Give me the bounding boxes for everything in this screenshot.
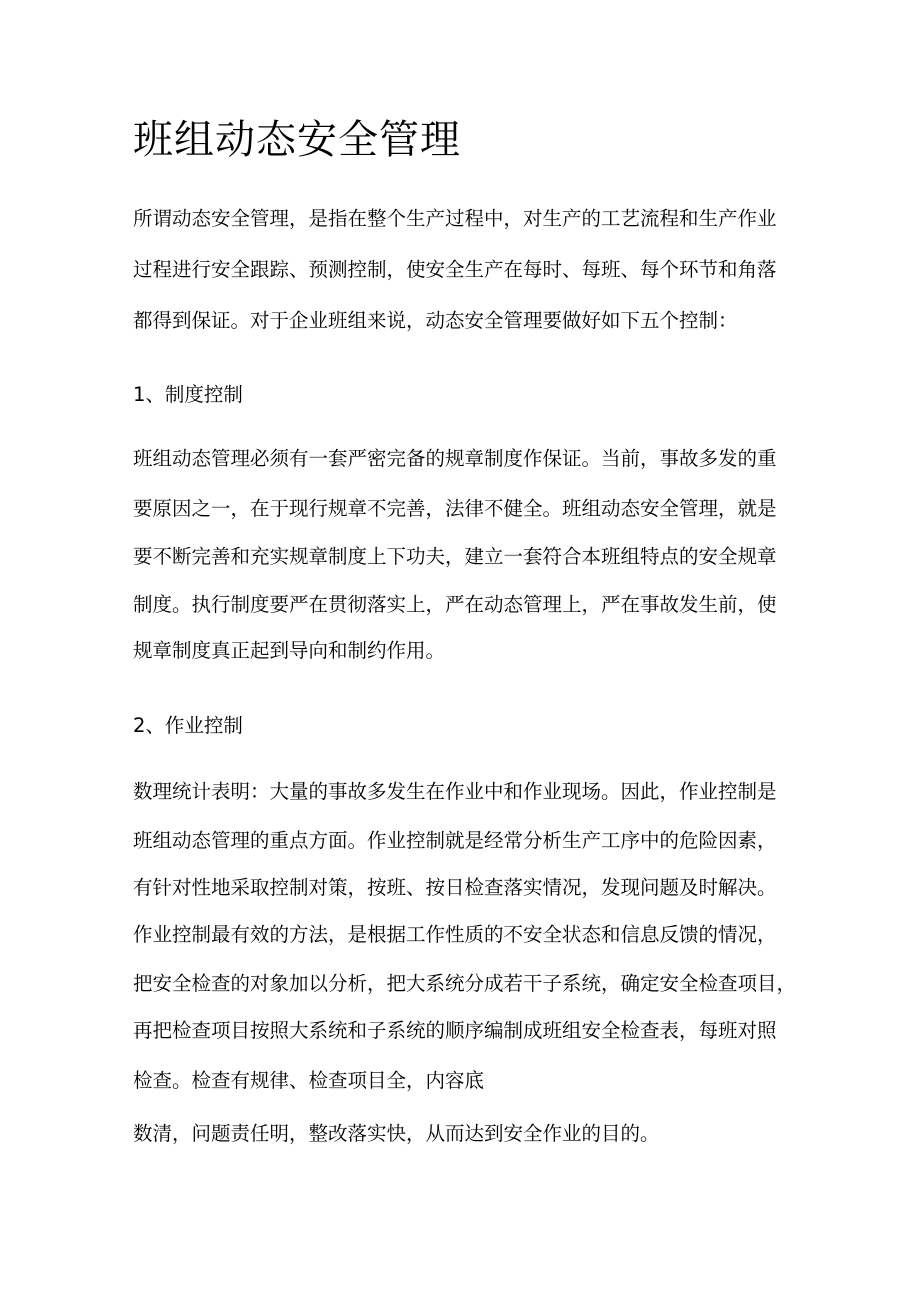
section-1-line: 要原因之一，在于现行规章不完善，法律不健全。班组动态安全管理，就是	[133, 497, 777, 520]
intro-line: 都得到保证。对于企业班组来说，动态安全管理要做好如下五个控制：	[133, 309, 738, 332]
section-1-line: 要不断完善和充实规章制度上下功夫，建立一套符合本班组特点的安全规章	[133, 545, 777, 568]
section-1-line: 制度。执行制度要严在贯彻落实上，严在动态管理上，严在事故发生前，使	[133, 593, 777, 616]
section-1-line: 规章制度真正起到导向和制约作用。	[133, 639, 446, 662]
intro-line: 所谓动态安全管理，是指在整个生产过程中，对生产的工艺流程和生产作业	[133, 207, 777, 230]
section-2-line: 再把检查项目按照大系统和子系统的顺序编制成班组安全检查表，每班对照	[133, 1019, 777, 1042]
page-title: 班组动态安全管理	[133, 117, 461, 163]
section-1-line: 班组动态管理必须有一套严密完备的规章制度作保证。当前，事故多发的重	[133, 447, 777, 470]
section-heading-1: 1、制度控制	[133, 383, 243, 406]
section-2-line: 数理统计表明：大量的事故多发生在作业中和作业现场。因此，作业控制是	[133, 780, 777, 803]
section-2-line: 数清，问题责任明，整改落实快，从而达到安全作业的目的。	[133, 1122, 660, 1145]
section-2-line: 检查。检查有规律、检查项目全，内容底	[133, 1069, 485, 1092]
section-2-line: 把安全检查的对象加以分析，把大系统分成若干子系统，确定安全检查项目，	[133, 972, 797, 995]
section-2-line: 班组动态管理的重点方面。作业控制就是经常分析生产工序中的危险因素，	[133, 829, 777, 852]
section-2-line: 作业控制最有效的方法，是根据工作性质的不安全状态和信息反馈的情况，	[133, 923, 777, 946]
section-2-line: 有针对性地采取控制对策，按班、按日检查落实情况，发现问题及时解决。	[133, 876, 777, 899]
section-heading-2: 2、作业控制	[133, 714, 243, 737]
intro-line: 过程进行安全跟踪、预测控制，使安全生产在每时、每班、每个环节和角落	[133, 258, 777, 281]
